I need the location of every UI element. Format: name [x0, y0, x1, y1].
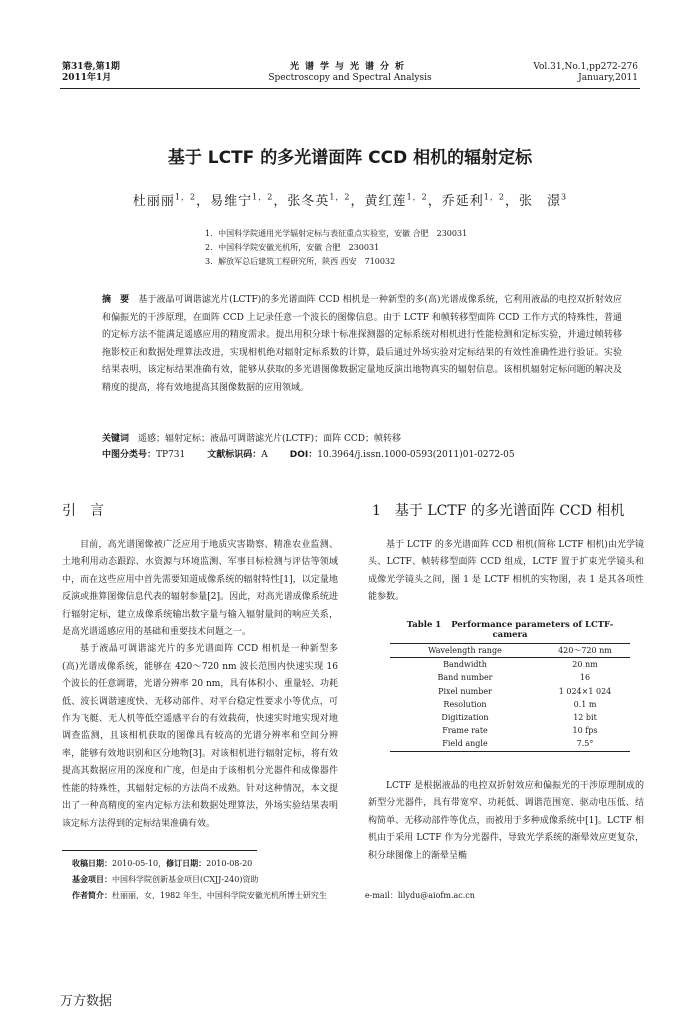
affiliation: 3．解放军总后建筑工程研究所，陕西 西安 710032: [205, 257, 396, 266]
doi-label: DOI：: [289, 450, 318, 460]
keywords-text: 遥感；辐射定标；液晶可调谐滤光片(LCTF)；面阵 CCD；帧转移: [138, 434, 402, 444]
doc-code-label: 文献标识码：: [207, 450, 262, 460]
table-cell: Wavelength range: [390, 644, 540, 658]
header-divider: [60, 88, 640, 89]
clc-value: TP731: [156, 450, 186, 460]
table-cell: Pixel number: [438, 686, 492, 696]
section1-paragraph-1: 基于 LCTF 的多光谱面阵 CCD 相机(简称 LCTF 相机)由光学镜头、LCTF、帧转移型面阵 CCD 组成，LCTF 置于扩束光学镜头和成像光学镜头之间，图 1 是 LCTF 相机的实物图，表 1 是其各项性能参数。: [368, 540, 644, 603]
keywords: [102, 432, 622, 447]
author: 易维宁$^{1,2}$: [210, 192, 274, 209]
footnote-divider: [62, 850, 257, 851]
author: 杜丽丽$^{1,2}$: [132, 192, 197, 209]
intro-paragraph-1: 目前，高光谱图像被广泛应用于地质灾害勘察、精准农业监测、土地利用动态跟踪、水资源与环境监测、军事目标检测与评估等领域中，而在这些应用中首先需要知道成像系统的辐射特性[1]，以定量地反演或推算图像信息代表的辐射参量[2]。因此，对高光谱成像系统进行辐射定标，建立成像系统输出数字量与输入辐射量间的响应关系，是高光谱遥感应用的基础和重要技术问题之一。: [62, 540, 338, 638]
header-journal-en: Spectroscopy and Spectral Analysis: [268, 73, 432, 83]
intro-body: [62, 537, 338, 833]
header-vol-en: Vol.31,No.1,pp272-276: [533, 62, 638, 72]
table-row: [390, 724, 630, 737]
author: 乔延利$^{1,2}$: [441, 192, 505, 209]
classification-line: [102, 448, 515, 463]
table-cell: 10 fps: [572, 726, 598, 736]
table-cell: 420～720 nm: [540, 644, 630, 658]
table-row: [390, 685, 630, 698]
table-title: Performance parameters of LCTF-camera: [451, 620, 614, 640]
table-row: [390, 644, 630, 658]
doc-code-value: A: [261, 450, 268, 460]
footnote-fund: 基金项目：中国科学院创新基金项目(CXJJ-240)资助: [72, 875, 259, 884]
abstract-text: 基于液晶可调谐滤光片(LCTF)的多光谱面阵 CCD 相机是一种新型的多(高)光谱成像系统，它利用液晶的电控双折射效应和偏振光的干涉原理，在面阵 CCD 上记录任意一个波长的图像信息。由于 LCTF 和帧转移型面阵 CCD 工作方式的特殊性，普通的定标方法不能满足遥感应用的精度需求。提出用积分球十标准探测器的定标系统对相机进行性能检测和定标实验，并通过帧转移拖影校正和数据处理算法改进，实现相机绝对辐射定标系数的计算，最后通过外场实验对定标结果的有效性准确性进行验证。实验结果表明，该定标结果准确有效，能够从获取的多光谱图像数据定量地反演出地物真实的辐射信息。该相机辐射定标问题的解决及精度的提高，将有效地提高其图像数据的应用领域。: [102, 295, 622, 393]
affiliations: [205, 227, 625, 269]
section1-heading: 1 基于 LCTF 的多光谱面阵 CCD 相机: [372, 503, 625, 519]
affiliation: 1．中国科学院通用光学辐射定标与表征重点实验室，安徽 合肥 230031: [205, 229, 468, 238]
table-row: [390, 671, 630, 684]
table-cell: Digitization: [441, 713, 489, 723]
table-1: [390, 620, 630, 752]
table-cell: 20 nm: [572, 660, 598, 670]
keywords-label: 关键词: [102, 434, 130, 444]
header-journal-cn: 光谱学与光谱分析: [289, 62, 410, 72]
table-caption: [390, 620, 630, 640]
table-row: [390, 711, 630, 724]
header-date-en: January,2011: [578, 73, 638, 83]
footnote-dates: 收稿日期：2010-05-10，修订日期：2010-08-20: [72, 859, 253, 868]
affiliation: 2．中国科学院安徽光机所，安徽 合肥 230031: [205, 243, 380, 252]
intro-paragraph-2: 基于液晶可调谐滤光片的多光谱面阵 CCD 相机是一种新型多(高)光谱成像系统，能够在 420～720 nm 波长范围内快速实现 16 个波长的任意调谐，光谱分辨率 20 nm，具有体积小、重量轻、功耗低、波长调谐速度快、无移动部件、对平台稳定性要求小等优点，可作为飞艇、无人机等低空遥感平台的有效载荷，快速实时地实现对地调查监测，且该相机获取的图像具有较高的光谱分辨率和空间分辨率，能够有效地识别和区分地物[3]。对该相机进行辐射定标，将有效提高其数据应用的深度和广度，但是由于该相机分光器件和成像器件性能的特殊性，其辐射定标的方法尚不成熟。针对这种情况，本文提出了一种高精度的室内定标方法和数据处理算法，外场实验结果表明该定标方法得到的定标结果准确有效。: [62, 644, 338, 829]
author: 张 澋$^3$: [518, 192, 568, 209]
header-issue-block: [533, 62, 638, 84]
table-cell: Bandwidth: [443, 660, 487, 670]
table-row: [390, 658, 630, 672]
section1-body-bottom: [368, 778, 644, 865]
table-cell: 0.1 m: [573, 699, 597, 709]
author-email[interactable]: e-mail：lilydu@aiofm.ac.cn: [364, 891, 475, 900]
table-cell: 7.5°: [540, 737, 630, 751]
table-cell: Frame rate: [442, 726, 488, 736]
clc-label: 中图分类号：: [102, 450, 157, 460]
author: 张冬英$^{1,2}$: [287, 192, 351, 209]
paper-title: 基于 LCTF 的多光谱面阵 CCD 相机的辐射定标: [167, 148, 533, 168]
table-cell: Band number: [437, 673, 493, 683]
table-cell: 16: [579, 673, 591, 683]
header-date-cn: 2011年1月: [62, 73, 112, 83]
header-volume: 第31卷,第1期: [62, 62, 120, 72]
abstract: [102, 292, 622, 397]
watermark-text: 万方数据: [60, 994, 113, 1009]
table-number: Table 1: [406, 620, 442, 630]
author-list: 杜丽丽$^{1,2}$，易维宁$^{1,2}$，张冬英$^{1,2}$，黄红莲$^{1,2}$，乔延利$^{1,2}$，张 澋$^3$: [132, 192, 568, 209]
table-cell: Field angle: [390, 737, 540, 751]
table-cell: 1 024×1 024: [558, 686, 612, 696]
table-row: [390, 698, 630, 711]
footnote-author: 作者简介：杜丽丽，女，1982 年生，中国科学院安徽光机所博士研究生 e-mail：lilydu@aiofm.ac.cn: [72, 891, 475, 900]
performance-table: [390, 643, 630, 752]
intro-heading: 引 言: [62, 503, 104, 519]
abstract-label: 摘 要: [102, 295, 130, 305]
section1-body-top: [368, 537, 644, 607]
doi-value: 10.3964/j.issn.1000-0593(2011)01-0272-05: [317, 450, 515, 460]
table-cell: Resolution: [443, 699, 487, 709]
section1-paragraph-2: LCTF 是根据液晶的电控双折射效应和偏振光的干涉原理制成的新型分光器件，具有带宽窄、功耗低、调谐范围宽、驱动电压低、结构简单、无移动部件等优点，而被用于多种成像系统中[1]。LCTF 相机由于采用 LCTF 作为分光器件，导致光学系统的渐晕效应更复杂，积分球图像上的渐晕呈椭: [368, 781, 644, 861]
table-row: [390, 737, 630, 751]
table-cell: 12 bit: [573, 713, 597, 723]
author: 黄红莲$^{1,2}$: [364, 192, 428, 209]
footnotes: [72, 856, 475, 904]
